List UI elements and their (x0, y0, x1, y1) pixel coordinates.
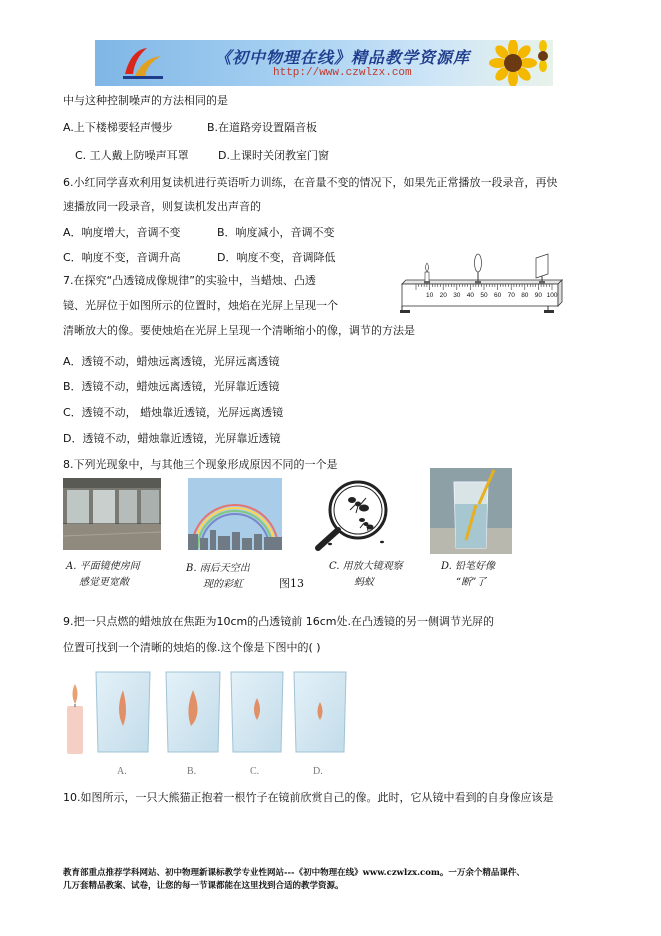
q6-option-c: C．响度不变，音调升高 (63, 251, 181, 264)
q5-option-a: A.上下楼梯要轻声慢步 (63, 121, 173, 134)
q8-caption-b: B. 雨后天空出 现的彩虹 (186, 563, 250, 590)
q9-label-c: C. (250, 766, 260, 777)
q9-label-d: D. (313, 766, 323, 777)
q7-option-c: C．透镜不动， 蜡烛靠近透镜，光屏远离透镜 (63, 406, 284, 419)
q6-option-a: A．响度增大，音调不变 (63, 226, 181, 239)
ruler-tick-label: 50 (480, 292, 488, 299)
q5-option-c: C. 工人戴上防噪声耳罩 (75, 149, 189, 162)
q8-caption-a: A. 平面镜使房间 感觉更宽敞 (66, 561, 140, 588)
candle-image-options-figure (63, 668, 363, 780)
ruler-tick-label: 10 (426, 292, 434, 299)
q7-option-b: B．透镜不动，蜡烛远离透镜，光屏靠近透镜 (63, 380, 280, 393)
ruler-tick-label: 30 (453, 292, 461, 299)
rainbow-photo (188, 478, 282, 550)
figure-13-label: 图13 (279, 577, 304, 590)
q6-stem-line1: 6.小红同学喜欢利用复读机进行英语听力训练，在音量不变的情况下，如果先正常播放一段录音，再快 (63, 176, 558, 189)
optical-bench-figure (398, 250, 564, 318)
q7-stem-line2: 镜、光屏位于如图所示的位置时，烛焰在光屏上呈现一个 (63, 299, 338, 312)
ruler-tick-label: 70 (507, 292, 515, 299)
banner-title: 《初中物理在线》精品教学资源库 (215, 48, 471, 67)
ruler-tick-label: 100 (546, 292, 558, 299)
mirror-room-photo (63, 478, 161, 550)
header-banner (95, 40, 553, 86)
banner-url: http://www.czwlzx.com (273, 67, 412, 79)
q8-stem: 8.下列光现象中，与其他三个现象形成原因不同的一个是 (63, 458, 338, 471)
q9-stem-line1: 9.把一只点燃的蜡烛放在焦距为10cm的凸透镜前 16cm处.在凸透镜的另一侧调节光屏的 (63, 615, 495, 628)
magnifier-ants-drawing (310, 478, 404, 552)
q7-stem-line1: 7.在探究“凸透镜成像规律”的实验中，当蜡烛、凸透 (63, 274, 316, 287)
sunflower-icon (473, 40, 549, 86)
q9-label-a: A. (117, 766, 127, 777)
logo-icon (117, 44, 167, 82)
ruler-tick-label: 40 (466, 292, 475, 299)
q5-stem-tail: 中与这种控制噪声的方法相同的是 (63, 94, 228, 107)
q7-stem-line3: 清晰放大的像。要使烛焰在光屏上呈现一个清晰缩小的像，调节的方法是 (63, 324, 415, 337)
footer-line2: 几万套精品教案、试卷，让您的每一节课都能在这里找到合适的教学资源。 (63, 881, 344, 891)
q9-label-b: B. (187, 766, 197, 777)
ruler-tick-label: 20 (439, 292, 447, 299)
ruler-tick-label: 80 (521, 292, 529, 299)
q6-stem-line2: 速播放同一段录音，则复读机发出声音的 (63, 200, 261, 213)
pencil-in-water-photo (430, 468, 512, 554)
q8-caption-c: C. 用放大镜观察 蚂蚁 (329, 561, 403, 588)
ruler-tick-label: 90 (534, 292, 543, 299)
q7-option-d: D．透镜不动，蜡烛靠近透镜，光屏靠近透镜 (63, 432, 281, 445)
footer-line1: 教育部重点推荐学科网站、初中物理新课标教学专业性网站---《初中物理在线》www.czwlzx.com。一万余个精品课件、 (63, 868, 525, 878)
q7-option-a: A．透镜不动，蜡烛远离透镜，光屏远离透镜 (63, 355, 280, 368)
q5-option-d: D.上课时关闭教室门窗 (218, 149, 329, 162)
q6-option-d: D．响度不变，音调降低 (217, 251, 336, 264)
q5-option-b: B.在道路旁设置隔音板 (207, 121, 318, 134)
q8-caption-d: D. 铅笔好像 “断”了 (441, 561, 496, 588)
q9-stem-line2: 位置可找到一个清晰的烛焰的像.这个像是下图中的( ) (63, 641, 321, 654)
ruler-tick-label: 60 (494, 292, 502, 299)
q6-option-b: B．响度减小，音调不变 (217, 226, 335, 239)
q10-stem: 10.如图所示，一只大熊猫正抱着一根竹子在镜前欣赏自己的像。此时，它从镜中看到的自身像应该是 (63, 791, 554, 804)
